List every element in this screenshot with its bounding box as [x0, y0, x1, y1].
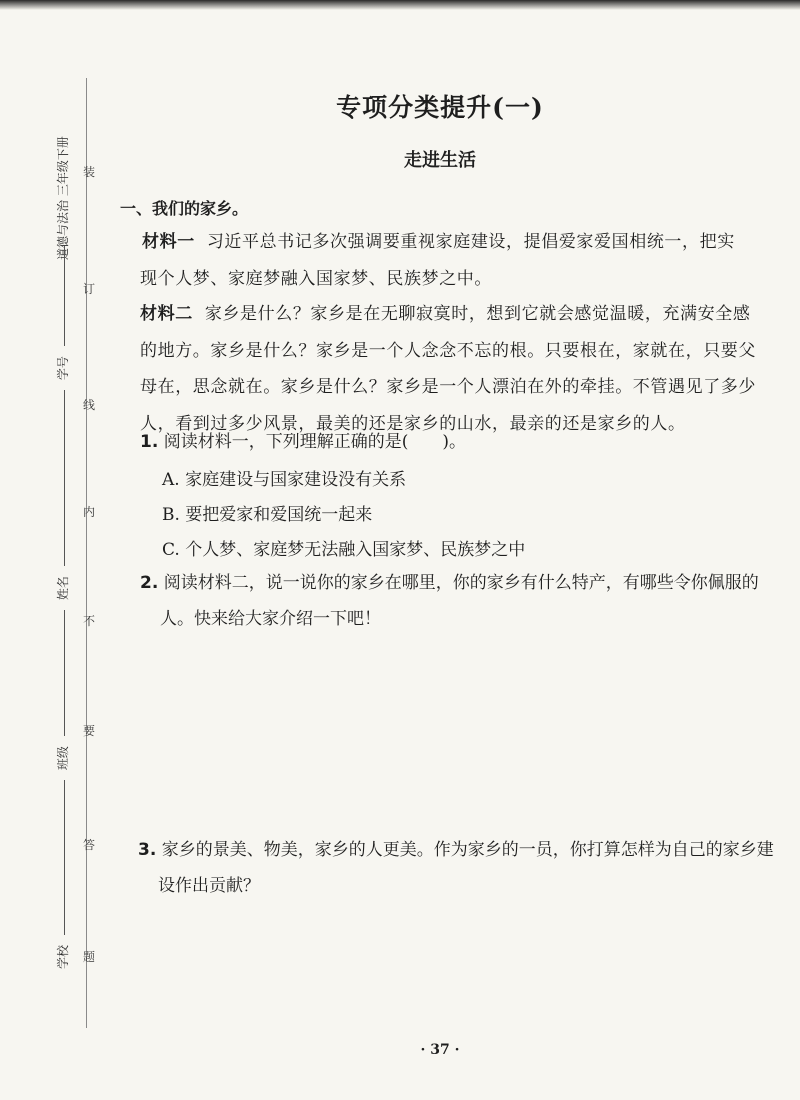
question-3	[138, 832, 782, 904]
question-number: 2.	[140, 573, 159, 593]
seal-char: 不	[83, 614, 96, 628]
material-one-text: 习近平总书记多次强调要重视家庭建设，提倡爱家爱国相统一，把实现个人梦、家庭梦融入国家梦、民族梦之中。	[140, 232, 735, 289]
question-1	[140, 424, 760, 460]
seal-char: 内	[83, 505, 96, 519]
material-two	[140, 296, 756, 442]
page-title: 专项分类提升(一)	[336, 93, 544, 122]
book-label: 道德与法治 三年级下册	[56, 136, 70, 260]
school-label: 学校	[56, 944, 70, 969]
question-text: 阅读材料二，说一说你的家乡在哪里，你的家乡有什么特产，有哪些令你佩服的人。快来给大家介绍一下吧！	[160, 573, 759, 629]
question-2	[140, 565, 780, 637]
option-a: A. 家庭建设与国家建设没有关系	[162, 470, 407, 490]
question-number: 1.	[140, 432, 159, 452]
student-id-label: 学号	[56, 356, 70, 381]
seal-char: 订	[83, 282, 96, 296]
seal-char: 答	[83, 838, 96, 852]
name-label: 姓名	[56, 576, 70, 601]
material-one	[140, 224, 750, 297]
page-number: · 37 ·	[420, 1042, 460, 1058]
scan-top-shadow	[0, 0, 800, 10]
section-heading: 一、我们的家乡。	[120, 199, 249, 218]
question-text: 家乡的景美、物美，家乡的人更美。作为家乡的一员，你打算怎样为自己的家乡建设作出贡献？	[158, 840, 774, 896]
seal-char: 题	[83, 950, 96, 964]
question-number: 3.	[138, 840, 157, 860]
material-one-label: 材料一	[142, 232, 195, 252]
question-text: 阅读材料一，下列理解正确的是( )。	[163, 432, 466, 452]
page-subtitle: 走进生活	[404, 150, 476, 171]
class-field	[54, 666, 71, 860]
material-two-label: 材料二	[140, 304, 193, 324]
option-b: B. 要把爱家和爱国统一起来	[162, 505, 373, 525]
answer-area-2[interactable]	[140, 640, 760, 820]
seal-char: 要	[83, 724, 96, 738]
margin-solid-line	[86, 78, 87, 1028]
material-two-text: 家乡是什么？家乡是在无聊寂寞时，想到它就会感觉温暖，充满安全感的地方。家乡是什么？家乡是一个人念念不忘的根。只要根在，家就在，只要父母在，思念就在。家乡是什么？家乡是一个人漂泊在外的牵挂。不管遇见了多少人，看到过多少风景，最美的还是家乡的山水，最亲的还是家乡的人。	[140, 304, 756, 434]
seal-char: 装	[83, 165, 96, 179]
answer-area-3[interactable]	[140, 905, 760, 1025]
name-field	[54, 456, 71, 690]
school-field	[54, 840, 71, 975]
option-c: C. 个人梦、家庭梦无法融入国家梦、民族梦之中	[162, 540, 526, 560]
class-label: 班级	[56, 746, 70, 771]
seal-char: 线	[83, 398, 96, 412]
student-id-field	[54, 246, 71, 470]
